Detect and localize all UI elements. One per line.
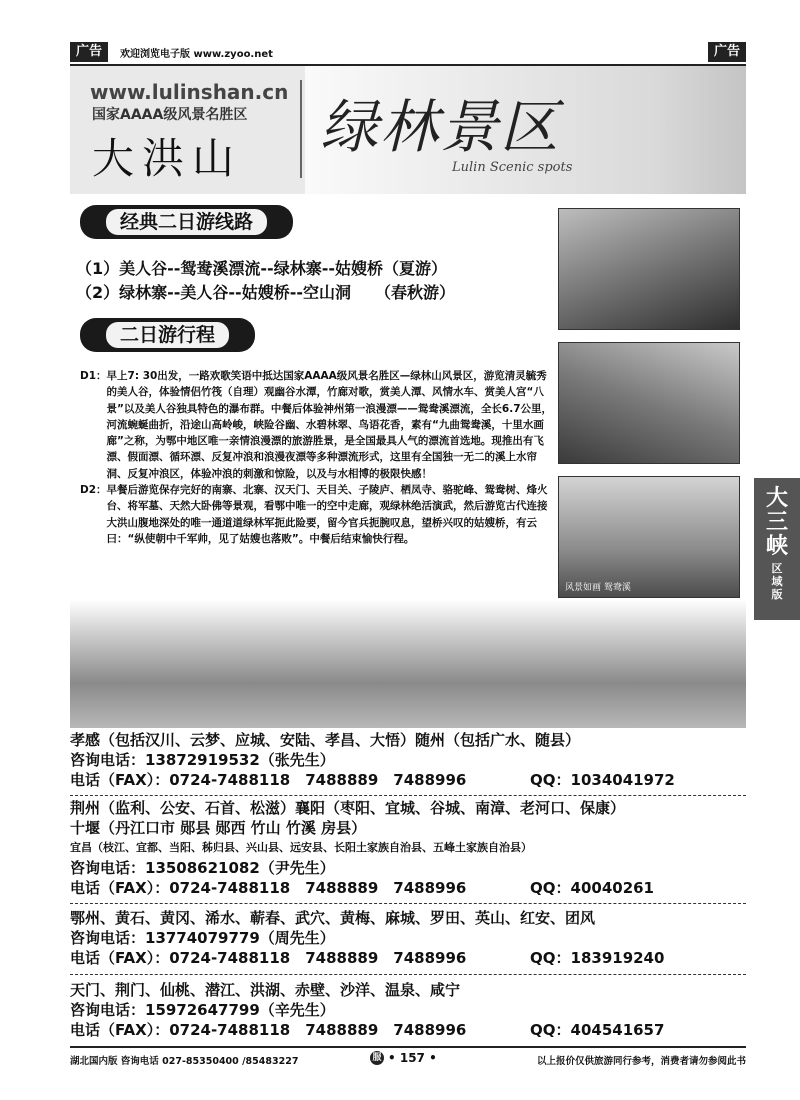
region-side-tab	[754, 478, 800, 620]
day2-text: 早餐后游览保存完好的南寨、北寨、汉天门、天目关、子陵庐、栖凤寺、骆驼峰、鸳鸯树、烽火台、将军墓、天然大卧佛等景观，看鄂中唯一的空中走廊，观绿林绝活演武，然后游览古代连接大洪山腹地深处的唯一通道道绿林军扼此险要，留今官兵扼腕叹息，望桥兴叹的姑嫂桥，有云曰：“纵使朝中千军帅，见了姑嫂也落败”。中餐后结束愉快行程。	[106, 484, 548, 545]
contact-phone-row	[70, 948, 746, 968]
contact-phone: 电话（FAX）：0724-7488118 7488889 7488996	[70, 771, 467, 789]
day1-label: D1：	[80, 370, 107, 382]
page-number: • 157 •	[388, 1051, 437, 1065]
ad-tag-right: 广告	[708, 42, 746, 62]
side-tab-small: 区域版	[771, 562, 783, 601]
contact-consult: 咨询电话：13774079779（周先生）	[70, 929, 335, 947]
page-badge-icon: 服	[370, 1051, 384, 1065]
photo-river-rafting	[558, 476, 740, 598]
mountain-name: 大洪山	[92, 134, 243, 183]
contact-phone: 电话（FAX）：0724-7488118 7488889 7488996	[70, 879, 467, 897]
welcome-text: 欢迎浏览电子版 www.zyoo.net	[120, 49, 273, 60]
itinerary-title: 二日游行程	[80, 318, 255, 352]
header-divider	[300, 80, 302, 178]
contact-consult: 咨询电话：13508621082（尹先生）	[70, 859, 335, 877]
contact-region: 十堰（丹江口市 郧县 郧西 竹山 竹溪 房县）	[70, 819, 367, 837]
contact-divider	[70, 903, 746, 904]
contact-phone: 电话（FAX）：0724-7488118 7488889 7488996	[70, 1021, 467, 1039]
scenic-english: Lulin Scenic spots	[452, 160, 573, 175]
photo-caption: 风景如画 鸳鸯溪	[565, 583, 631, 593]
contact-block-4	[70, 980, 746, 1040]
photo-waterfall-pool	[558, 342, 740, 464]
contact-qq: QQ：40040261	[530, 879, 654, 897]
day2-label: D2：	[80, 484, 107, 497]
page-number-group	[370, 1051, 437, 1065]
website-url: www.lulinshan.cn	[90, 80, 289, 104]
contact-phone-row	[70, 878, 746, 898]
contact-block-2	[70, 798, 746, 898]
contact-consult: 咨询电话：15972647799（辛先生）	[70, 1001, 335, 1019]
contact-phone-row	[70, 770, 746, 790]
ad-tag-left: 广告	[70, 42, 108, 62]
contact-block-3	[70, 908, 746, 968]
photo-rafting-panorama	[70, 600, 746, 728]
contact-region: 孝感（包括汉川、云梦、应城、安陆、孝昌、大悟）随州（包括广水、随县）	[70, 731, 581, 749]
route-1: （1）美人谷--鸳鸯溪漂流--绿林寨--姑嫂桥（夏游）	[76, 259, 447, 278]
day1-block	[80, 368, 554, 482]
routes-title: 经典二日游线路	[80, 205, 293, 239]
contact-consult: 咨询电话：13872919532（张先生）	[70, 751, 335, 769]
contact-divider	[70, 795, 746, 796]
contact-divider	[70, 974, 746, 975]
contact-region: 天门、荆门、仙桃、潜江、洪湖、赤壁、沙洋、温泉、咸宁	[70, 981, 461, 999]
day1-text: 早上7: 30出发，一路欢歌笑语中抵达国家AAAA级风景名胜区—绿林山风景区，游览清灵毓秀的美人谷，体验情侣竹筏（自理）观幽谷水潭，竹廊对歌，赏美人潭、风情水车、赏美人宫“八景”以及美人谷独具特色的瀑布群。中餐后体验神州第一浪漫漂——鸳鸯溪漂流，全长6.7公里，河流蜿蜒曲折，沿途山高岭峻，峡险谷幽、水碧林翠、鸟语花香，素有“九曲鸳鸯溪，十里水画廊”之称，为鄂中地区唯一亲情浪漫漂的旅游胜景，是全国最具人气的漂流首选地。现推出有飞漂、假面漂、循环漂、反复冲浪和浪漫夜漂等多种漂流形式，这里有全国独一无二的溪上水帘洞、反复冲浪区，体验冲浪的刺激和惊险，以及与水相博的极限快感！	[106, 370, 553, 480]
contact-region: 荆州（监利、公安、石首、松滋）襄阳（枣阳、宜城、谷城、南漳、老河口、保康）	[70, 799, 626, 817]
photo-bamboo-rafts	[558, 208, 740, 330]
contact-qq: QQ：1034041972	[530, 771, 675, 789]
contact-qq: QQ：404541657	[530, 1021, 665, 1039]
footer-left: 湖北国内版 咨询电话 027-85350400 /85483227	[70, 1056, 299, 1067]
contact-phone-row	[70, 1020, 746, 1040]
grade-label: 国家AAAA级风景名胜区	[92, 107, 248, 123]
contact-qq: QQ：183919240	[530, 949, 665, 967]
contact-region: 鄂州、黄石、黄冈、浠水、蕲春、武穴、黄梅、麻城、罗田、英山、红安、团风	[70, 909, 596, 927]
contact-block-1	[70, 730, 746, 790]
top-bar	[70, 42, 746, 66]
side-tab-big: 大三峡	[766, 485, 789, 559]
footer-right: 以上报价仅供旅游同行参考，消费者请勿参阅此书	[536, 1056, 746, 1067]
footer	[70, 1046, 746, 1066]
scenic-logo: 绿林景区	[320, 93, 561, 161]
contact-phone: 电话（FAX）：0724-7488118 7488889 7488996	[70, 949, 467, 967]
route-2: （2）绿林寨--美人谷--姑嫂桥--空山洞 （春秋游）	[76, 283, 455, 302]
contact-region: 宜昌（枝江、宜都、当阳、秭归县、兴山县、远安县、长阳土家族自治县、五峰土家族自治县）	[70, 841, 532, 854]
day2-block	[80, 482, 554, 547]
itinerary-body	[80, 368, 554, 547]
